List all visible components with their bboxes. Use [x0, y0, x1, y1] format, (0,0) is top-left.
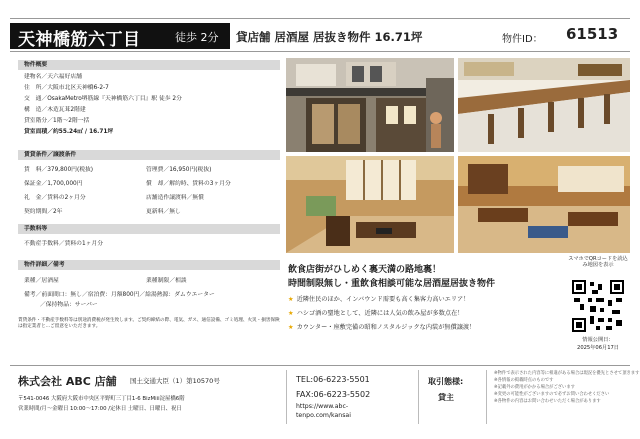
- terms-right-row: 管理費／16,950円(税抜): [146, 167, 212, 173]
- zashiki-photo: [286, 156, 454, 253]
- details-restriction: 業種制限／相談: [146, 278, 187, 284]
- feature-item: ★ 近隣住民のほか、インバウンド需要も高く集客力高いエリア！: [288, 296, 470, 303]
- property-id: 61513: [566, 25, 619, 43]
- fees-row: 不動産手数料／賃料の1ヶ月分: [24, 241, 104, 247]
- license-number: 国土交通大臣（1）第10570号: [130, 377, 220, 385]
- qr-block: [567, 254, 629, 354]
- details-remarks: ／保持物品：サーバー: [40, 302, 98, 308]
- overview-row: 住 所／大阪市北区天神橋6-2-7: [24, 85, 109, 91]
- property-type: 貸店舗 居酒屋 居抜き物件 16.71坪: [236, 30, 423, 44]
- walk-time: 徒歩 2分: [175, 31, 219, 44]
- terms-heading: 賃貸条件／譲渡条件: [18, 150, 280, 160]
- promo-subheadline: 時間制限無し・重飲食相談可能な居酒屋居抜き物件: [288, 279, 496, 289]
- details-heading: 物件詳細／備考: [18, 260, 280, 270]
- qr-code[interactable]: [572, 280, 624, 332]
- qr-date-label: 情報公開日：: [582, 337, 614, 343]
- terms-right-row: 店舗造作譲渡料／無償: [146, 195, 204, 201]
- terms-left-row: 礼 金／賃料の2ヶ月分: [24, 195, 86, 201]
- phone-number[interactable]: TEL:06-6223-5501: [296, 375, 370, 384]
- station-title: 天神橋筋六丁目: [18, 30, 141, 50]
- disclaimer: 賃貸条件・不動産手数料等は別途消費税が発生致します。ご契約締結の際、電気、ガス、通信設備、ゴミ処理、火災・損害保険は指定業者と…ご留意をいただきます。: [18, 318, 280, 329]
- fax-number: FAX:06-6223-5502: [296, 390, 371, 399]
- fees-heading: 手数料等: [18, 224, 280, 234]
- company-name: 株式会社 ABC 店舗: [18, 375, 117, 388]
- property-id-label: 物件ID：: [502, 34, 543, 45]
- title-box: [10, 23, 230, 49]
- qr-date: 2025年06月17日: [577, 345, 619, 351]
- business-hours: 営業時間/月～金曜日 10:00～17:00 /定休日 土曜日、日曜日、祝日: [18, 406, 182, 412]
- divider: [286, 370, 287, 424]
- star-icon: ★: [288, 324, 294, 331]
- website-link[interactable]: https://www.abc-: [296, 403, 349, 410]
- footer-note: ※各物件の内容はお問い合わせいただく場合があります: [494, 399, 601, 404]
- details-remarks: 備考／前面間口：無し／宿泊費：月額800円／給湯熱源：ダムウエーター: [24, 292, 215, 298]
- overview-row: 建物名／天六福好店舗: [24, 74, 82, 80]
- divider: [486, 370, 487, 424]
- qr-caption: スマホでQRコードを読込み地図を表示: [568, 256, 628, 269]
- terms-left-row: 契約期間／2年: [24, 209, 63, 215]
- footer-notes: [494, 370, 639, 405]
- star-icon: ★: [288, 310, 294, 317]
- overview-row: 貸室階分／1階～2階一括: [24, 118, 90, 124]
- counter-photo: [458, 58, 630, 152]
- website-link[interactable]: tenpo.com/kansai: [296, 412, 351, 419]
- details-business: 業種／居酒屋: [24, 278, 59, 284]
- terms-left-row: 賃 料／379,800円(税抜): [24, 167, 94, 173]
- transaction-type-label: 取引態様:: [428, 377, 464, 386]
- header-bar: [10, 18, 630, 52]
- terms-right-row: 償 却／解約時、賃料の3ヶ月分: [146, 181, 231, 187]
- star-icon: ★: [288, 296, 294, 303]
- overview-row: 構 造／木造瓦葺2階建: [24, 107, 86, 113]
- storefront-photo: [286, 58, 454, 152]
- private-room-photo: [458, 156, 630, 253]
- divider: [418, 370, 419, 424]
- footer-note: ※変更の可能性がございますので必ずお問い合わせください: [494, 392, 610, 397]
- footer-note: ※記載外の費用がかかる場合がございます: [494, 385, 575, 390]
- terms-right-row: 更新料／無し: [146, 209, 181, 215]
- overview-area: 貸室面積／約55.24㎡ / 16.71坪: [24, 129, 114, 135]
- transaction-type: 貸主: [438, 393, 454, 402]
- company-address: 〒541-0046 大阪府大阪市中央区平野町三丁目1-6 BizMiii淀屋橋6階: [18, 396, 185, 402]
- footer-note: ※各情報の掲載時点のものです: [494, 378, 554, 383]
- promo-headline: 飲食店街がひしめく裏天満の路地裏！: [288, 265, 442, 275]
- overview-row: 交 通／OsakaMetro堺筋線『天神橋筋六丁目』駅 徒歩 2分: [24, 96, 182, 102]
- overview-heading: 物件概要: [18, 60, 280, 70]
- terms-left-row: 保証金／1,700,000円: [24, 181, 83, 187]
- feature-item: ★ ハシゴ酒の聖地として、近隣には人気の飲み屋が多数点在！: [288, 310, 464, 317]
- footer: [10, 365, 640, 431]
- feature-item: ★ カウンター・座敷完備の昭和ノスタルジックな内装が無償譲渡！: [288, 324, 476, 331]
- footer-note: ※物件で表示された内容等に相違がある場合は現況を優先とさせて頂きます: [494, 371, 640, 376]
